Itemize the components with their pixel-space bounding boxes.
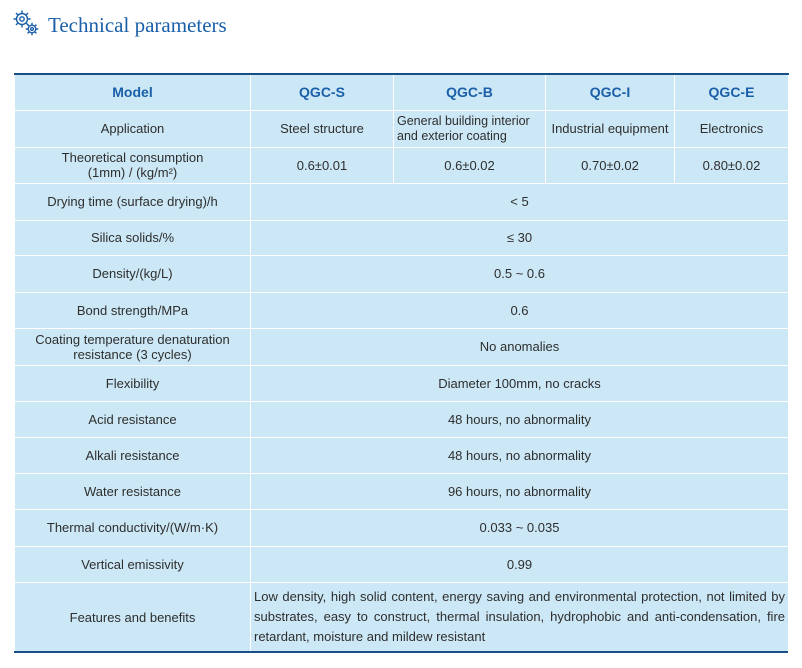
table-header-row xyxy=(15,74,789,110)
table-row xyxy=(15,183,789,220)
technical-parameters-table xyxy=(14,73,788,651)
column-header-qgc-b: QGC-B xyxy=(394,74,546,110)
table-cell: Steel structure xyxy=(251,110,394,147)
table-row xyxy=(15,292,789,328)
table-cell: 0.70±0.02 xyxy=(546,147,675,183)
table-cell: 0.6 xyxy=(251,292,789,328)
table-cell: ≤ 30 xyxy=(251,220,789,255)
row-label: Application xyxy=(15,110,251,147)
page-title: Technical parameters xyxy=(48,12,227,37)
table-cell: < 5 xyxy=(251,183,789,220)
table-cell: Industrial equipment xyxy=(546,110,675,147)
row-label: Silica solids/% xyxy=(15,220,251,255)
row-label: Thermal conductivity/(W/m·K) xyxy=(15,509,251,546)
table-cell: General building interior and exterior coating xyxy=(394,110,546,147)
column-header-qgc-e: QGC-E xyxy=(675,74,789,110)
table-cell: 0.80±0.02 xyxy=(675,147,789,183)
table-cell: 96 hours, no abnormality xyxy=(251,473,789,509)
table-row xyxy=(15,473,789,509)
table-cell: 48 hours, no abnormality xyxy=(251,401,789,437)
table-row xyxy=(15,328,789,365)
row-label: Vertical emissivity xyxy=(15,546,251,582)
table-row xyxy=(15,509,789,546)
column-header-model: Model xyxy=(15,74,251,110)
table-row xyxy=(15,546,789,582)
table-cell: Electronics xyxy=(675,110,789,147)
table-cell: 0.033 ~ 0.035 xyxy=(251,509,789,546)
table-row xyxy=(15,365,789,401)
row-label xyxy=(15,147,251,183)
row-label: Density/(kg/L) xyxy=(15,255,251,292)
row-label: Flexibility xyxy=(15,365,251,401)
section-header xyxy=(12,8,227,42)
table-cell: 0.5 ~ 0.6 xyxy=(251,255,789,292)
table-cell: 0.6±0.02 xyxy=(394,147,546,183)
table-cell: No anomalies xyxy=(251,328,789,365)
table-bottom-rule xyxy=(14,651,788,653)
table-cell: 0.99 xyxy=(251,546,789,582)
row-label: Coating temperature denaturation resistance (3 cycles) xyxy=(15,328,251,365)
column-header-qgc-s: QGC-S xyxy=(251,74,394,110)
table-cell: Diameter 100mm, no cracks xyxy=(251,365,789,401)
table-cell: Low density, high solid content, energy saving and environmental protection, not limited by substrates, easy to construct, thermal insulation, hydrophobic and anti-condensation, fire retardant, moisture and mildew resistant xyxy=(251,582,789,652)
row-label: Features and benefits xyxy=(15,582,251,652)
table-row xyxy=(15,401,789,437)
table-cell: 48 hours, no abnormality xyxy=(251,437,789,473)
table-row xyxy=(15,437,789,473)
row-label: Bond strength/MPa xyxy=(15,292,251,328)
gears-icon xyxy=(12,9,40,42)
table-row xyxy=(15,220,789,255)
column-header-qgc-i: QGC-I xyxy=(546,74,675,110)
row-label-line: Theoretical consumption xyxy=(61,150,204,165)
row-label: Drying time (surface drying)/h xyxy=(15,183,251,220)
row-label: Acid resistance xyxy=(15,401,251,437)
row-label: Water resistance xyxy=(15,473,251,509)
table-row-consumption xyxy=(15,147,789,183)
table-row-features xyxy=(15,582,789,652)
table-row-application xyxy=(15,110,789,147)
row-label-line: (1mm) / (kg/m²) xyxy=(87,165,178,180)
row-label: Alkali resistance xyxy=(15,437,251,473)
table-cell: 0.6±0.01 xyxy=(251,147,394,183)
table-row xyxy=(15,255,789,292)
